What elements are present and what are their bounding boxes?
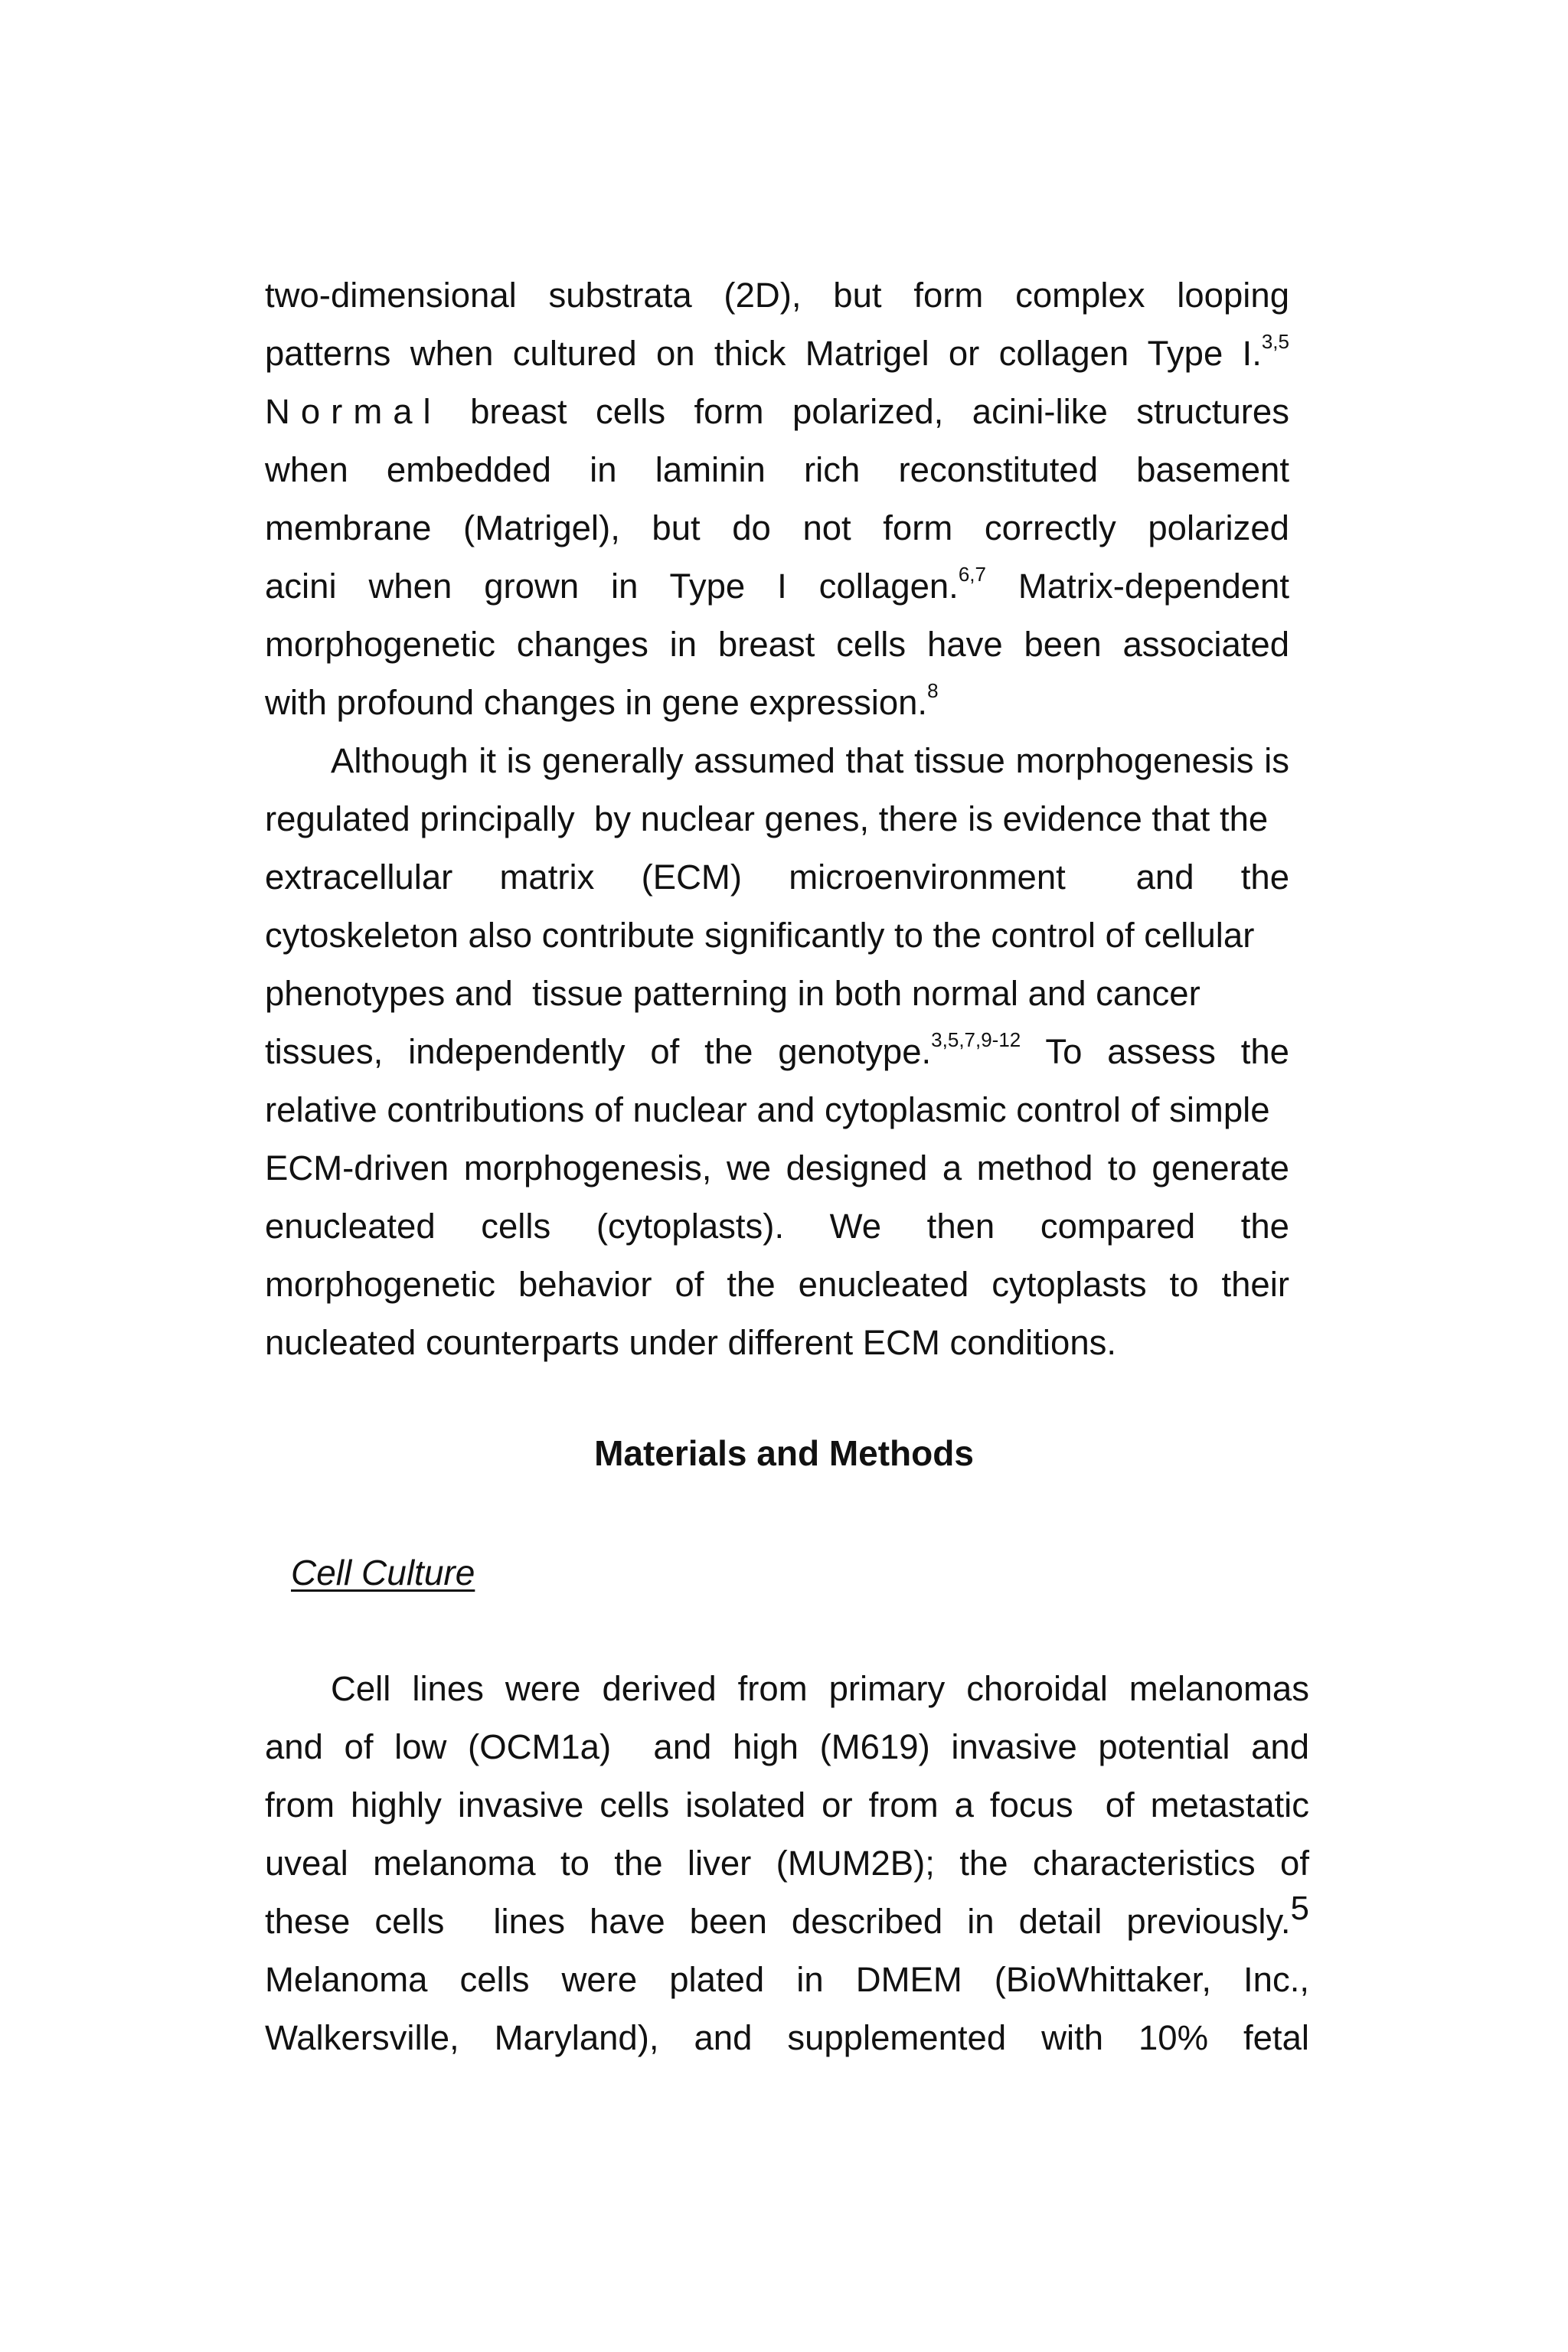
subsection-heading: Cell Culture: [291, 1553, 475, 1592]
paragraph-2-line-6: [265, 1029, 1289, 1076]
paragraph-2-line-5: phenotypes and tissue patterning in both normal and cancer: [265, 974, 1200, 1013]
paragraph-2-line-6-text-a: tissues, independently of the genotype.: [265, 1032, 932, 1071]
paragraph-2-line-1: Although it is generally assumed that tissue morphogenesis is: [331, 741, 1289, 780]
paragraph-1-line-3-text: breast cells form polarized, acini-like structures: [441, 392, 1289, 431]
paragraph-2-line-3: extracellular matrix (ECM) microenvironment and the: [265, 858, 1289, 897]
paragraph-1-line-8-text: with profound changes in gene expression.: [265, 683, 928, 722]
paragraph-3-line-6: Melanoma cells were plated in DMEM (BioWhittaker, Inc.,: [265, 1960, 1309, 1999]
paragraph-3-line-5: [265, 1889, 1309, 1946]
paragraph-2-line-7: relative contributions of nuclear and cytoplasmic control of simple: [265, 1090, 1270, 1129]
citation-ref: 3,5: [1261, 329, 1289, 353]
paragraph-3-line-5-text: these cells lines have been described in detail previously.: [265, 1902, 1291, 1941]
paragraph-3-line-1: Cell lines were derived from primary choroidal melanomas: [331, 1669, 1309, 1708]
paragraph-2-line-10: morphogenetic behavior of the enucleated cytoplasts to their: [265, 1265, 1289, 1304]
citation-ref: 5: [1290, 1889, 1309, 1927]
paragraph-1-line-5: membrane (Matrigel), but do not form correctly polarized: [265, 508, 1289, 547]
paragraph-1-line-3: [265, 389, 1289, 436]
paragraph-1-line-8: [265, 680, 939, 727]
paragraph-1-line-6-text-a: acini when grown in Type I collagen.: [265, 567, 959, 606]
citation-ref: 8: [927, 678, 939, 702]
paragraph-2-line-8: ECM-driven morphogenesis, we designed a method to generate: [265, 1148, 1289, 1187]
paragraph-1-line-2-text: patterns when cultured on thick Matrigel or collagen Type I.: [265, 334, 1262, 373]
paragraph-1-line-7: morphogenetic changes in breast cells have been associated: [265, 625, 1289, 664]
paragraph-2-line-4: cytoskeleton also contribute significantly to the control of cellular: [265, 916, 1255, 955]
paragraph-1-line-4: when embedded in laminin rich reconstituted basement: [265, 450, 1289, 489]
paragraph-1-line-6-text-b: Matrix-dependent: [985, 567, 1289, 606]
citation-ref: 3,5,7,9-12: [931, 1027, 1021, 1051]
paragraph-3-line-4: uveal melanoma to the liver (MUM2B); the characteristics of: [265, 1844, 1309, 1883]
paragraph-1-line-2: [265, 331, 1289, 378]
citation-ref: 6,7: [958, 562, 986, 586]
paragraph-1-line-1: two-dimensional substrata (2D), but form complex looping: [265, 276, 1289, 315]
paragraph-2-line-9: enucleated cells (cytoplasts). We then compared the: [265, 1207, 1289, 1246]
paragraph-2-line-6-text-b: To assess the: [1021, 1032, 1289, 1071]
paragraph-3-line-3: from highly invasive cells isolated or from a focus of metastatic: [265, 1785, 1309, 1824]
section-heading: Materials and Methods: [594, 1433, 974, 1473]
paragraph-1-line-3-first-word: Normal: [265, 392, 442, 431]
paragraph-2-line-2: regulated principally by nuclear genes, there is evidence that the: [265, 799, 1269, 838]
paragraph-3-line-7: Walkersville, Maryland), and supplemented with 10% fetal: [265, 2018, 1309, 2057]
paragraph-2-line-11: nucleated counterparts under different ECM conditions.: [265, 1323, 1117, 1362]
paragraph-1-line-6: [265, 564, 1289, 611]
paragraph-3-line-2: and of low (OCM1a) and high (M619) invasive potential and: [265, 1727, 1309, 1766]
